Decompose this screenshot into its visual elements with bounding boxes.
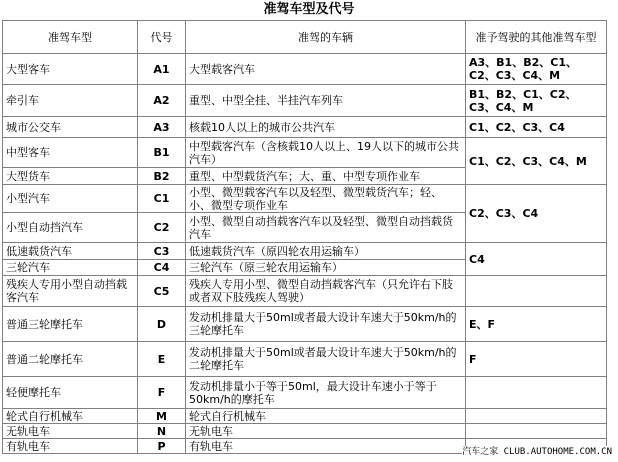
other-classes-cell: C4 <box>466 243 607 276</box>
table-row <box>3 243 607 260</box>
other-classes-cell: B1、B2、C1、C2、C3、C4、M <box>466 85 607 117</box>
header-vehicles: 准驾的车辆 <box>186 21 466 54</box>
code-cell: E <box>138 342 186 377</box>
watermark-footer: 汽车之家 CLUB.AUTOHOME.COM.CN <box>462 447 612 457</box>
vehicles-cell: 无轨电车 <box>186 424 466 439</box>
vehicles-cell: 发动机排量大于50ml或者最大设计车速大于50km/h的三轮摩托车 <box>186 307 466 342</box>
vehicles-cell: 轮式自行机械车 <box>186 409 466 424</box>
vehicles-cell: 发动机排量小于等于50ml，最大设计车速小于等于50km/h的摩托车 <box>186 377 466 409</box>
vehicles-cell: 中型载客汽车（含核载10人以上、19人以下的城市公共汽车） <box>186 138 466 168</box>
class-cell: 轻便摩托车 <box>3 377 138 409</box>
code-cell: C3 <box>138 243 186 260</box>
class-cell: 轮式自行机械车 <box>3 409 138 424</box>
vehicles-cell: 三轮汽车（原三轮农用运输车） <box>186 260 466 276</box>
table-row <box>3 409 607 424</box>
class-cell: 普通三轮摩托车 <box>3 307 138 342</box>
code-cell: A3 <box>138 117 186 138</box>
vehicles-cell: 核载10人以上的城市公共汽车 <box>186 117 466 138</box>
table-row <box>3 276 607 307</box>
other-classes-cell: E、F <box>466 307 607 342</box>
other-classes-cell: F <box>466 342 607 377</box>
code-cell: C2 <box>138 213 186 243</box>
table-row <box>3 117 607 138</box>
table-row <box>3 342 607 377</box>
code-cell: C1 <box>138 185 186 213</box>
other-classes-cell: C1、C2、C3、C4 <box>466 117 607 138</box>
class-cell: 小型自动挡汽车 <box>3 213 138 243</box>
table-row <box>3 424 607 439</box>
vehicles-cell: 重型、中型载货汽车；大、重、中型专项作业车 <box>186 168 466 185</box>
table-row <box>3 54 607 85</box>
class-cell: 中型客车 <box>3 138 138 168</box>
header-code: 代号 <box>138 21 186 54</box>
vehicles-cell: 有轨电车 <box>186 439 466 454</box>
class-cell: 大型客车 <box>3 54 138 85</box>
license-class-table <box>2 20 607 454</box>
vehicles-cell: 残疾人专用小型、微型自动挡载客汽车（只允许右下肢或者双下肢残疾人驾驶） <box>186 276 466 307</box>
code-cell: B2 <box>138 168 186 185</box>
code-cell: N <box>138 424 186 439</box>
other-classes-cell <box>466 409 607 424</box>
code-cell: A2 <box>138 85 186 117</box>
other-classes-cell <box>466 377 607 409</box>
table-row <box>3 307 607 342</box>
table-row <box>3 138 607 168</box>
class-cell: 三轮汽车 <box>3 260 138 276</box>
table-header-row <box>3 21 607 54</box>
class-cell: 城市公交车 <box>3 117 138 138</box>
code-cell: C4 <box>138 260 186 276</box>
header-class: 准驾车型 <box>3 21 138 54</box>
vehicles-cell: 重型、中型全挂、半挂汽车列车 <box>186 85 466 117</box>
vehicles-cell: 低速载货汽车（原四轮农用运输车） <box>186 243 466 260</box>
other-classes-cell <box>466 424 607 439</box>
class-cell: 残疾人专用小型自动挡载客汽车 <box>3 276 138 307</box>
table-row <box>3 85 607 117</box>
class-cell: 普通二轮摩托车 <box>3 342 138 377</box>
header-other-classes: 准予驾驶的其他准驾车型 <box>466 21 607 54</box>
other-classes-cell: C2、C3、C4 <box>466 185 607 243</box>
page-title: 准驾车型及代号 <box>263 2 355 17</box>
other-classes-cell <box>466 276 607 307</box>
other-classes-cell: C1、C2、C3、C4、M <box>466 138 607 185</box>
class-cell: 小型汽车 <box>3 185 138 213</box>
vehicles-cell: 大型载客汽车 <box>186 54 466 85</box>
class-cell: 无轨电车 <box>3 424 138 439</box>
other-classes-cell: A3、B1、B2、C1、C2、C3、C4、M <box>466 54 607 85</box>
class-cell: 有轨电车 <box>3 439 138 454</box>
vehicles-cell: 小型、微型自动挡载客汽车以及轻型、微型自动挡载货汽车 <box>186 213 466 243</box>
code-cell: C5 <box>138 276 186 307</box>
vehicles-cell: 小型、微型载客汽车以及轻型、微型载货汽车；轻、小、微型专项作业车 <box>186 185 466 213</box>
code-cell: P <box>138 439 186 454</box>
code-cell: A1 <box>138 54 186 85</box>
table-row <box>3 185 607 213</box>
code-cell: B1 <box>138 138 186 168</box>
code-cell: D <box>138 307 186 342</box>
code-cell: M <box>138 409 186 424</box>
table-row <box>3 377 607 409</box>
vehicles-cell: 发动机排量大于50ml或者最大设计车速大于50km/h的二轮摩托车 <box>186 342 466 377</box>
class-cell: 低速载货汽车 <box>3 243 138 260</box>
class-cell: 牵引车 <box>3 85 138 117</box>
code-cell: F <box>138 377 186 409</box>
class-cell: 大型货车 <box>3 168 138 185</box>
